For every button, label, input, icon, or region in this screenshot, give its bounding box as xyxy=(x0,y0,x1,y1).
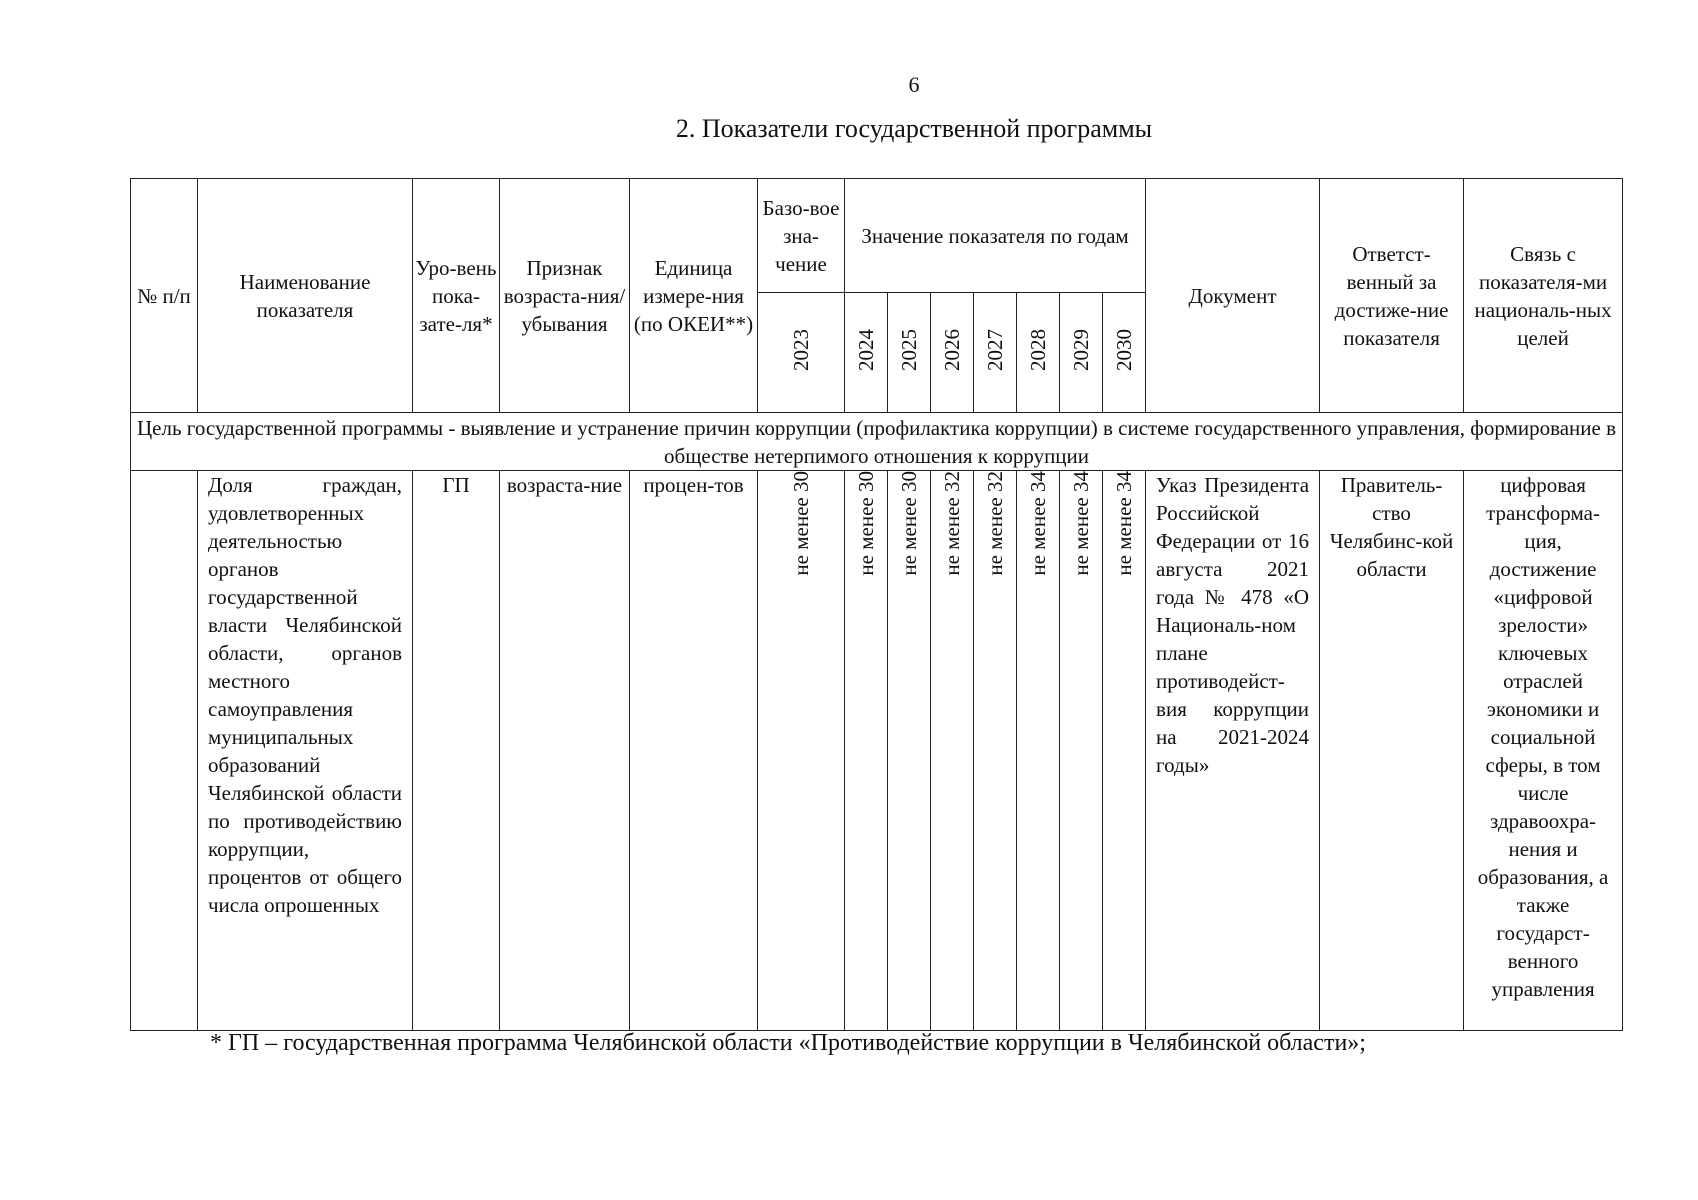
year-value: не менее 30 xyxy=(888,471,931,1031)
header-level: Уро-вень пока-зате-ля* xyxy=(413,179,500,413)
year-value: не менее 34 xyxy=(1060,471,1103,1031)
header-year: 2027 xyxy=(974,293,1017,413)
header-values-by-year: Значение показателя по годам xyxy=(845,179,1146,293)
base-value: не менее 30 xyxy=(758,471,845,1031)
footnote: * ГП – государственная программа Челябинской области «Противодействие коррупции в Челябинской области»; xyxy=(210,1030,1366,1056)
page-number: 6 xyxy=(908,72,920,97)
national-goals-link: цифровая трансформа-ция, достижение «цифровой зрелости» ключевых отраслей экономики и социальной сферы, в том числе здравоохра-нения и образования, а также государст-венного управления xyxy=(1464,471,1623,1031)
header-base-year: 2023 xyxy=(758,293,845,413)
indicator-level: ГП xyxy=(413,471,500,1031)
header-year: 2025 xyxy=(888,293,931,413)
document-reference: Указ Президента Российской Федерации от 16 августа 2021 года № 478 «О Националь-ном плане противодейст-вия коррупции на 2021-2024 годы» xyxy=(1146,471,1320,1031)
year-value: не менее 30 xyxy=(845,471,888,1031)
indicator-unit: процен-тов xyxy=(630,471,758,1031)
year-value: не менее 34 xyxy=(1017,471,1060,1031)
header-base-value: Базо-вое зна-чение xyxy=(758,179,845,293)
section-heading: 2. Показатели государственной программы xyxy=(675,114,1153,143)
header-document: Документ xyxy=(1146,179,1320,413)
header-trend: Признак возраста-ния/ убывания xyxy=(500,179,630,413)
indicator-name: Доля граждан, удовлетворенных деятельностью органов государственной власти Челябинской области, органов местного самоуправления муниципальных образований Челябинской области по противодействию коррупции, процентов от общего числа опрошенных xyxy=(198,471,413,1031)
header-national-goals: Связь с показателя-ми националь-ных целей xyxy=(1464,179,1623,413)
year-value: не менее 32 xyxy=(931,471,974,1031)
header-name: Наименование показателя xyxy=(198,179,413,413)
header-unit: Единица измере-ния (по ОКЕИ**) xyxy=(630,179,758,413)
row-num xyxy=(131,471,198,1031)
header-year: 2026 xyxy=(931,293,974,413)
responsible-party: Правитель-ство Челябинс-кой области xyxy=(1320,471,1464,1031)
year-value: не менее 32 xyxy=(974,471,1017,1031)
header-year: 2030 xyxy=(1103,293,1146,413)
header-responsible: Ответст-венный за достиже-ние показателя xyxy=(1320,179,1464,413)
header-num: № п/п xyxy=(131,179,198,413)
program-goal: Цель государственной программы - выявление и устранение причин коррупции (профилактика коррупции) в системе государственного управления, формирование в обществе нетерпимого отношения к коррупции xyxy=(131,413,1623,471)
indicators-table xyxy=(130,178,1623,1031)
year-value: не менее 34 xyxy=(1103,471,1146,1031)
indicator-trend: возраста-ние xyxy=(500,471,630,1031)
header-year: 2028 xyxy=(1017,293,1060,413)
header-year: 2029 xyxy=(1060,293,1103,413)
header-year: 2024 xyxy=(845,293,888,413)
